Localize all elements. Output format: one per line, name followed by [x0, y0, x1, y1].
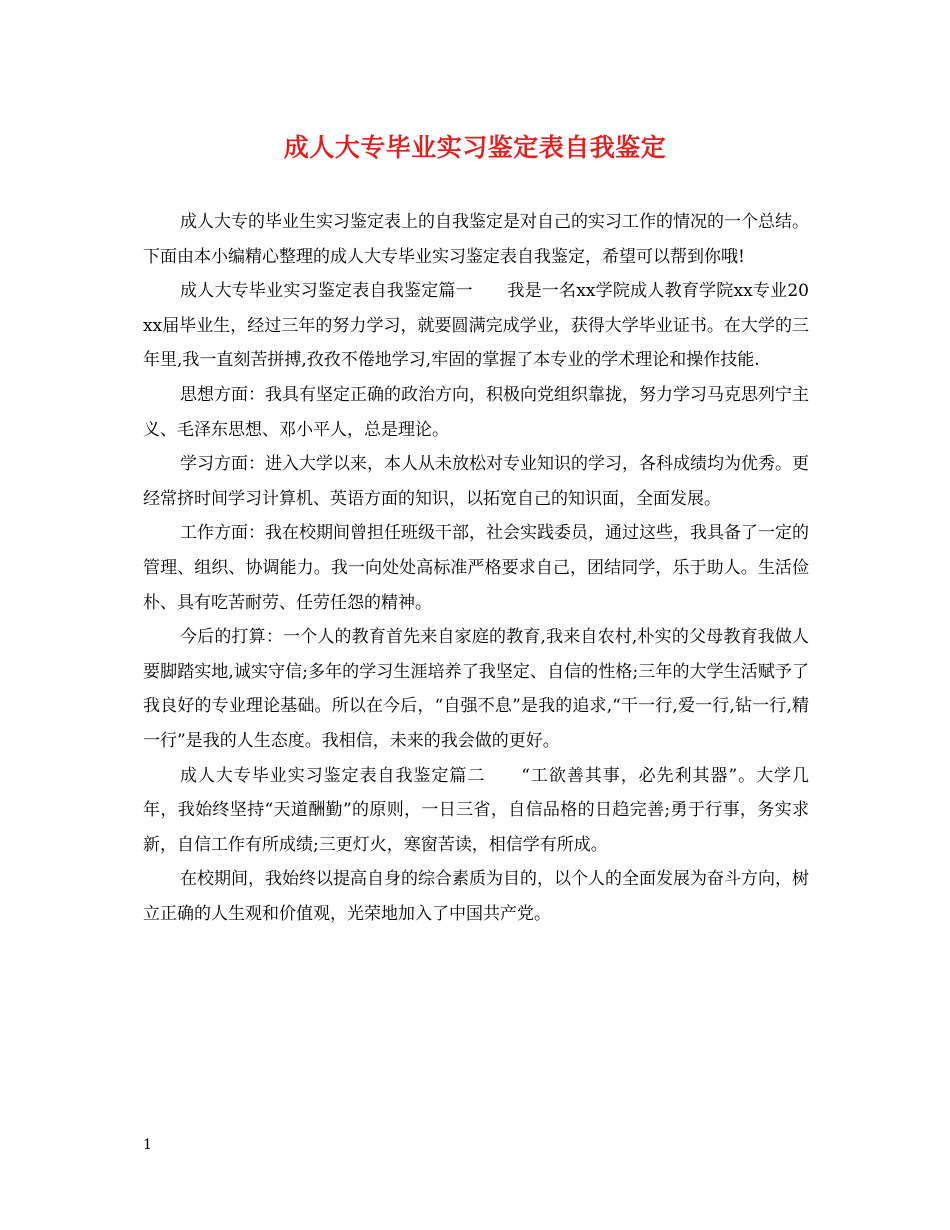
- paragraph-study: 学习方面：进入大学以来，本人从未放松对专业知识的学习，各科成绩均为优秀。更经常挤时间学习计算机、英语方面的知识，以拓宽自己的知识面，全面发展。: [143, 454, 809, 509]
- page-number: 1: [143, 1137, 152, 1153]
- document-title: 成人大专毕业实习鉴定表自我鉴定: [283, 133, 667, 162]
- paragraph-intro: 成人大专的毕业生实习鉴定表上的自我鉴定是对自己的实习工作的情况的一个总结。下面由本小编精心整理的成人大专毕业实习鉴定表自我鉴定，希望可以帮到你哦!: [143, 212, 809, 267]
- paragraph-part-one: 成人大专毕业实习鉴定表自我鉴定篇一 我是一名xx学院成人教育学院xx专业20xx届毕业生，经过三年的努力学习，就要圆满完成学业，获得大学毕业证书。在大学的三年里,我一直刻苦拼搏,孜孜不倦地学习,牢固的掌握了本专业的学术理论和操作技能.: [143, 281, 809, 371]
- document-body: [143, 205, 809, 931]
- paragraph-thought: 思想方面：我具有坚定正确的政治方向，积极向党组织靠拢，努力学习马克思列宁主义、毛泽东思想、邓小平人，总是理论。: [143, 384, 809, 440]
- paragraph-campus: 在校期间，我始终以提高自身的综合素质为目的，以个人的全面发展为奋斗方向，树立正确的人生观和价值观，光荣地加入了中国共产党。: [143, 869, 809, 924]
- paragraph-plans: 今后的打算：一个人的教育首先来自家庭的教育,我来自农村,朴实的父母教育我做人要脚踏实地,诚实守信;多年的学习生涯培养了我坚定、自信的性格;三年的大学生活赋予了我良好的专业理论基础。所以在今后，“自强不息”是我的追求,“干一行,爱一行,钻一行,精一行”是我的人生态度。我相信，未来的我会做的更好。: [143, 627, 809, 751]
- paragraph-part-two: 成人大专毕业实习鉴定表自我鉴定篇二 “工欲善其事，必先利其器”。大学几年，我始终坚持“天道酬勤”的原则，一日三省，自信品格的日趋完善;勇于行事，务实求新，自信工作有所成绩;三更灯火，寒窗苦读，相信学有所成。: [143, 765, 809, 855]
- paragraph-work: 工作方面：我在校期间曾担任班级干部，社会实践委员，通过这些，我具备了一定的管理、组织、协调能力。我一向处处高标准严格要求自己，团结同学，乐于助人。生活俭朴、具有吃苦耐劳、任劳任怨的精神。: [143, 523, 809, 613]
